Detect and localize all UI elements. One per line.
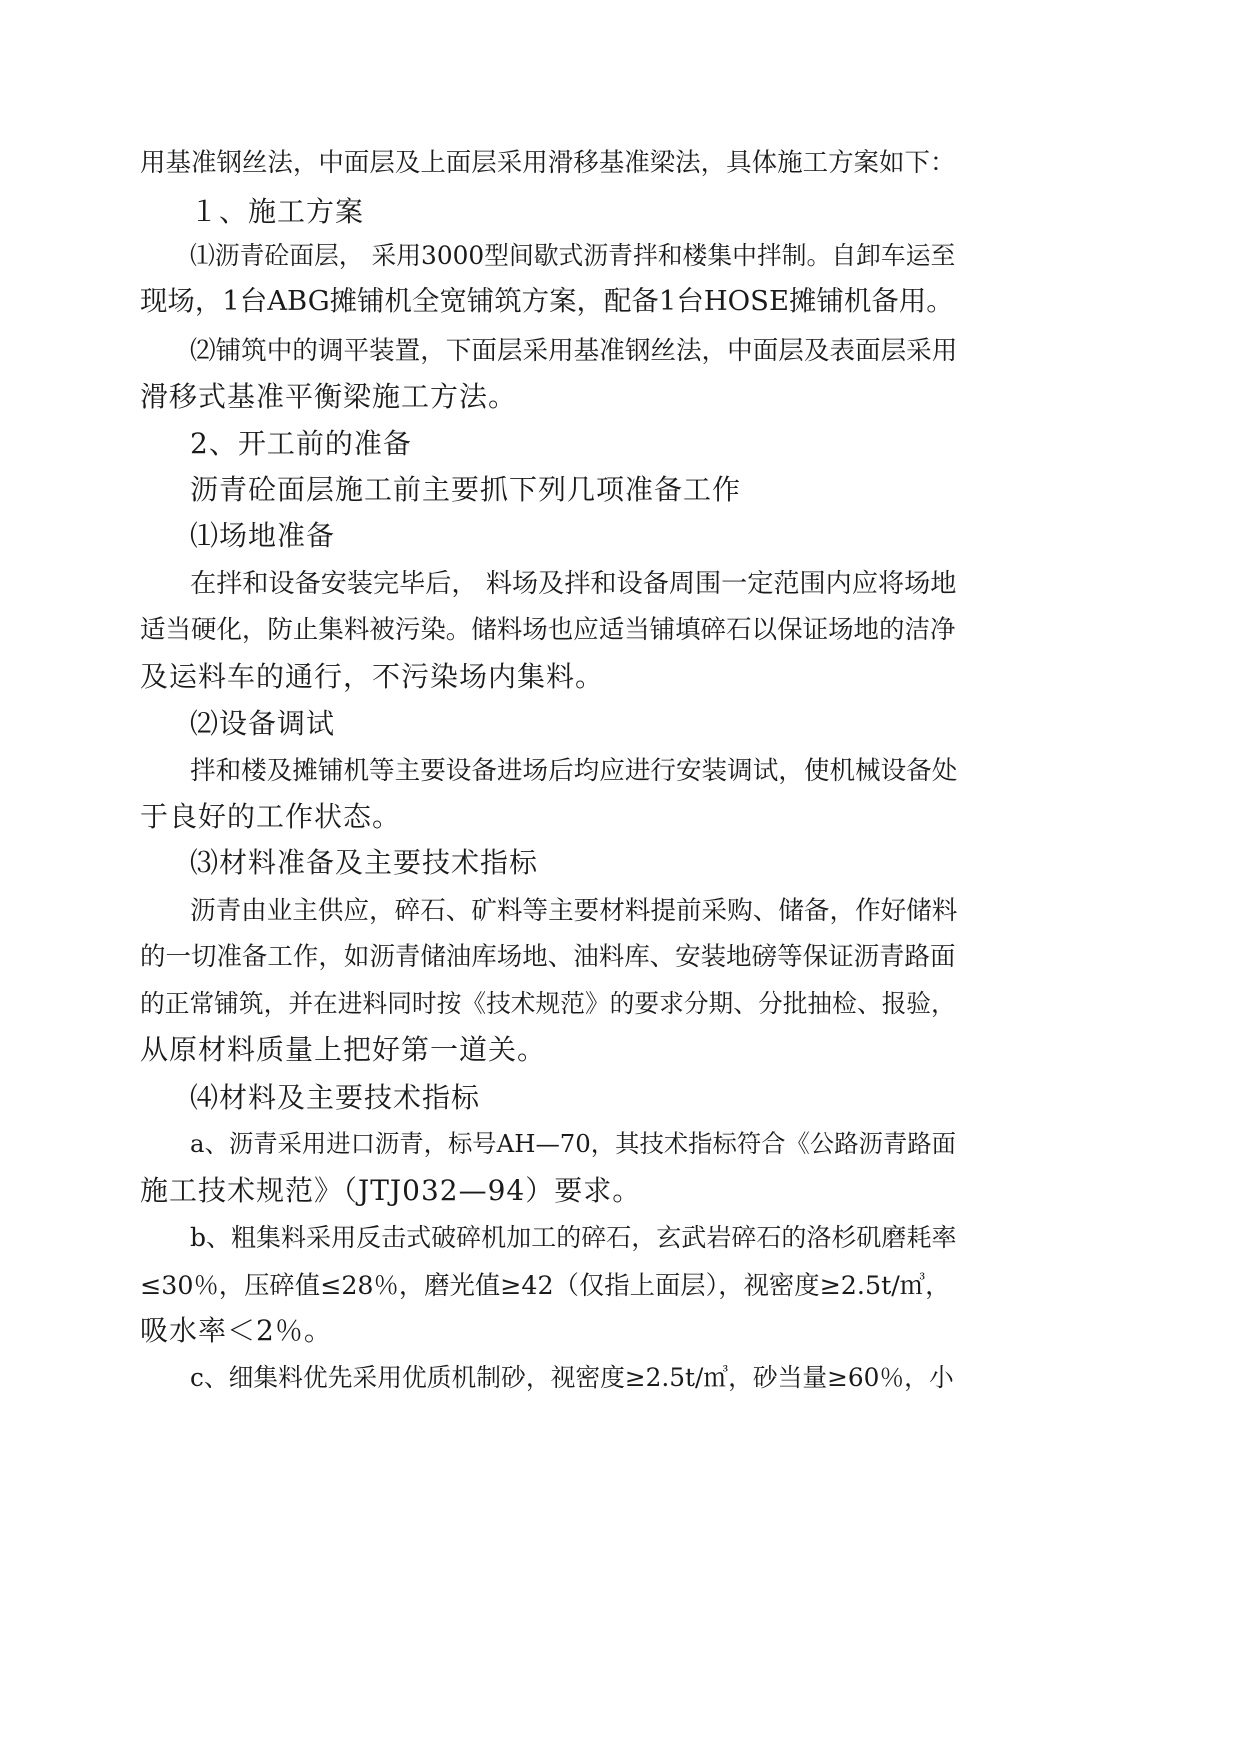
text-line: 滑移式基准平衡梁施工方法。 bbox=[140, 380, 518, 413]
text-line: 的正常铺筑，并在进料同时按《技术规范》的要求分期、分批抽检、报验， bbox=[140, 989, 956, 1018]
text-line: 用基准钢丝法，中面层及上面层采用滑移基准梁法，具体施工方案如下： bbox=[140, 148, 956, 178]
text-line: ⑴沥青砼面层， 采用3000型间歇式沥青拌和楼集中拌制。自卸车运至 bbox=[190, 241, 956, 270]
subsection-heading: ⑶材料准备及主要技术指标 bbox=[190, 846, 539, 879]
text-line: 沥青砼面层施工前主要抓下列几项准备工作 bbox=[190, 473, 742, 506]
text-line: 在拌和设备安装完毕后， 料场及拌和设备周围一定范围内应将场地 bbox=[190, 569, 957, 599]
text-line: 拌和楼及摊铺机等主要设备进场后均应进行安装调试，使机械设备处 bbox=[190, 756, 958, 786]
text-line: b、粗集料采用反击式破碎机加工的碎石，玄武岩碎石的洛杉矶磨耗率 bbox=[190, 1223, 957, 1252]
text-line: a、沥青采用进口沥青，标号AH—70，其技术指标符合《公路沥青路面 bbox=[190, 1129, 956, 1158]
text-line: 沥青由业主供应，碎石、矿料等主要材料提前采购、储备，作好储料 bbox=[190, 896, 958, 926]
text-line: ⑵铺筑中的调平装置，下面层采用基准钢丝法，中面层及表面层采用 bbox=[190, 336, 958, 366]
text-line: 适当硬化，防止集料被污染。储料场也应适当铺填碎石以保证场地的洁净 bbox=[140, 615, 956, 645]
section-heading: 2、开工前的准备 bbox=[190, 427, 412, 460]
subsection-heading: ⑷材料及主要技术指标 bbox=[190, 1081, 481, 1114]
text-line: 施工技术规范》（JTJ032—94）要求。 bbox=[140, 1174, 642, 1207]
subsection-heading: ⑵设备调试 bbox=[190, 707, 336, 740]
text-line: 吸水率＜2％。 bbox=[140, 1314, 333, 1347]
section-heading: １、施工方案 bbox=[190, 195, 365, 228]
text-line: 的一切准备工作，如沥青储油库场地、油料库、安装地磅等保证沥青路面 bbox=[140, 942, 956, 972]
text-line: 于良好的工作状态。 bbox=[140, 800, 402, 833]
text-line: c、细集料优先采用优质机制砂，视密度≥2.5t/㎥，砂当量≥60％，小 bbox=[190, 1363, 954, 1392]
text-line: ≤30％，压碎值≤28％，磨光值≥42（仅指上面层），视密度≥2.5t/㎥， bbox=[140, 1270, 951, 1300]
text-line: 从原材料质量上把好第一道关。 bbox=[140, 1033, 547, 1066]
text-line: 及运料车的通行，不污染场内集料。 bbox=[140, 660, 605, 693]
subsection-heading: ⑴场地准备 bbox=[190, 519, 336, 552]
text-line: 现场，1台ABG摊铺机全宽铺筑方案，配备1台HOSE摊铺机备用。 bbox=[140, 286, 954, 317]
